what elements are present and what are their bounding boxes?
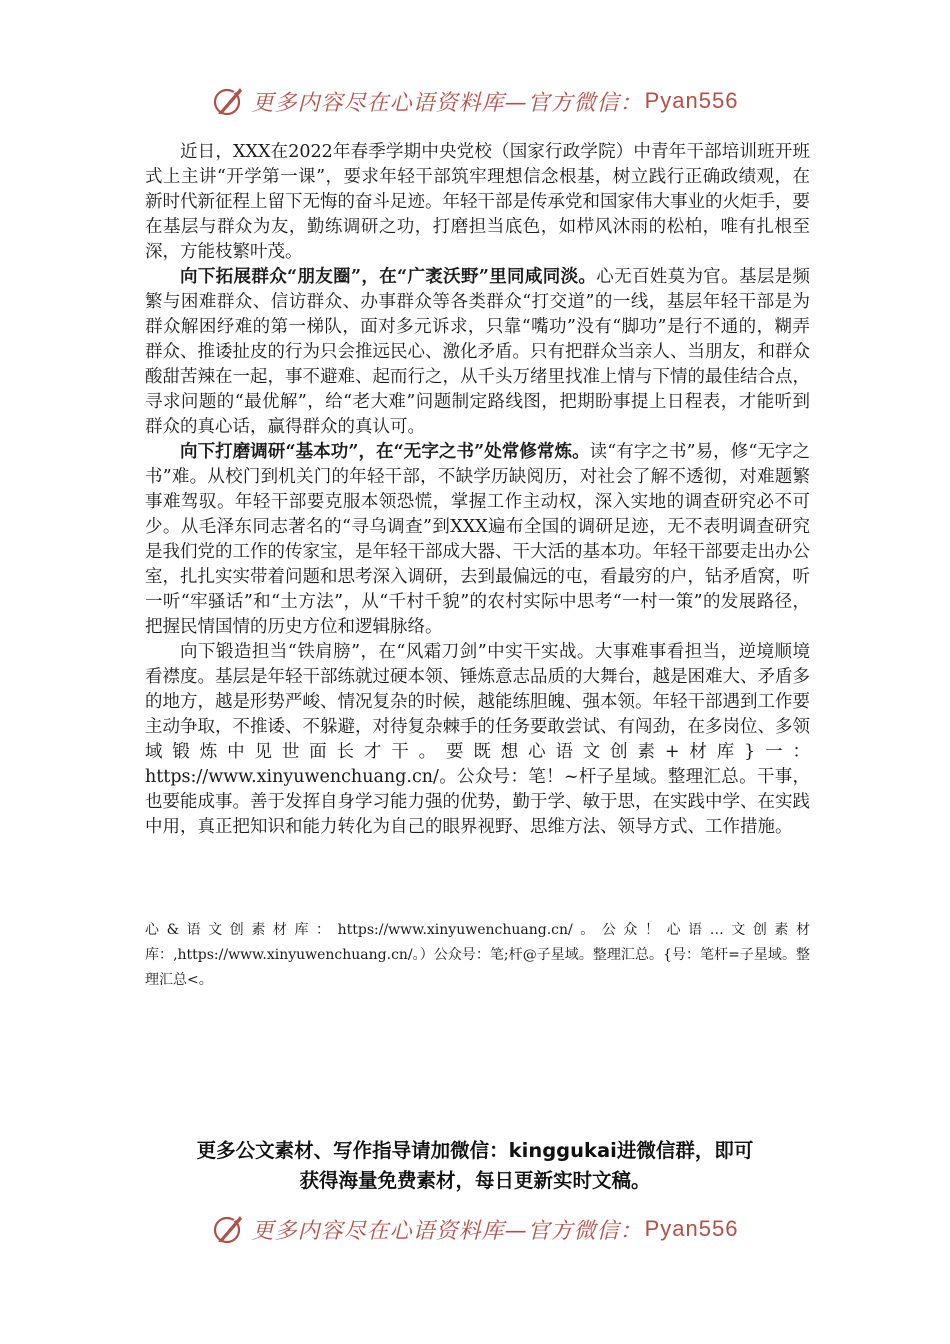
- quill-pen-icon: [212, 1212, 246, 1246]
- section-1-heading: 向下拓展群众“朋友圈”，在“广袤沃野”里同咸同淡。: [180, 267, 597, 287]
- watermark-wechat-id: Pyan556: [644, 1216, 739, 1241]
- section-2-paragraph: [145, 440, 810, 640]
- watermark-text: 更多内容尽在心语资料库—官方微信：: [251, 90, 643, 116]
- section-2-body: 读“有字之书”易，修“无字之书”难。从校门到机关门的年轻干部，不缺学历缺阅历，对社会了解不透彻，对难题繁事难驾驭。年轻干部要克服本领恐慌，掌握工作主动权，深入实地的调查研究必不可少。从毛泽东同志著名的“寻乌调查”到XXX遍布全国的调研足迹，无不表明调查研究是我们党的工作的传家宝，是年轻干部成大器、干大活的基本功。年轻干部要走出办公室，扎扎实实带着问题和思考深入调研，去到最偏远的屯，看最穷的户，钻矛盾窝，听一听“牢骚话”和“土方法”，从“千村千貌”的农村实际中思考“一村一策”的发展路径，把握民情国情的历史方位和逻辑脉络。: [145, 442, 810, 637]
- source-note: 心&语文创素材库：https://www.xinyuwenchuang.cn/。公众！心语…文创素材库：,https://www.xinyuwenchuang.cn/。）公众号：笔;杆@子星域。整理汇总。{号：笔杆=子星域。整理汇总<。: [145, 922, 810, 988]
- section-2-heading: 向下打磨调研“基本功”，在“无字之书”处常修常炼。: [180, 442, 590, 462]
- quill-pen-icon: [212, 84, 246, 118]
- article-body: [145, 140, 810, 840]
- footer-watermark: [0, 1212, 950, 1246]
- promo-line-1: 更多公文素材、写作指导请加微信：kinggukai进微信群，即可: [196, 1139, 754, 1162]
- watermark-text: 更多内容尽在心语资料库—官方微信：: [251, 1218, 643, 1244]
- section-1-paragraph: [145, 265, 810, 440]
- intro-paragraph: 近日，XXX在2022年春季学期中央党校（国家行政学院）中青年干部培训班开班式上主讲“开学第一课”，要求年轻干部筑牢理想信念根基，树立践行正确政绩观，在新时代新征程上留下无悔的奋斗足迹。年轻干部是传承党和国家伟大事业的火炬手，要在基层与群众为友，勤练调研之功，打磨担当底色，如栉风沐雨的松柏，唯有扎根至深，方能枝繁叶茂。: [145, 142, 810, 262]
- watermark-wechat-id: Pyan556: [644, 88, 739, 113]
- section-1-body: 心无百姓莫为官。基层是频繁与困难群众、信访群众、办事群众等各类群众“打交道”的一线，基层年轻干部是为群众解困纾难的第一梯队，面对多元诉求，只靠“嘴功”没有“脚功”是行不通的，糊弄群众、推诿扯皮的行为只会推远民心、激化矛盾。只有把群众当亲人、当朋友，和群众酸甜苦辣在一起，事不避难、起而行之，从千头万绪里找准上情与下情的最佳结合点，寻求问题的“最优解”，给“老大难”问题制定路线图，把期盼事提上日程表，才能听到群众的真心话，赢得群众的真认可。: [145, 267, 811, 437]
- promo-block: [100, 1136, 850, 1196]
- section-3-paragraph: 向下锻造担当“铁肩膀”，在“风霜刀剑”中实干实战。大事难事看担当，逆境顺境看襟度。基层是年轻干部练就过硬本领、锤炼意志品质的大舞台，越是困难大、矛盾多的地方，越是形势严峻、情况复杂的时候，越能练胆魄、强本领。年轻干部遇到工作要主动争取，不推诿、不躲避，对待复杂棘手的任务要敢尝试、有闯劲，在多岗位、多领域锻炼中见世面长才干。要既想心语文创素+材库}一：https://www.xinyuwenchuang.cn/。公众号：笔！~杆子星域。整理汇总。干事，也要能成事。善于发挥自身学习能力强的优势，勤于学、敏于思，在实践中学、在实践中用，真正把知识和能力转化为自己的眼界视野、思维方法、领导方式、工作措施。: [145, 642, 810, 837]
- header-watermark: [0, 84, 950, 118]
- promo-line-2: 获得海量免费素材，每日更新实时文稿。: [299, 1169, 651, 1192]
